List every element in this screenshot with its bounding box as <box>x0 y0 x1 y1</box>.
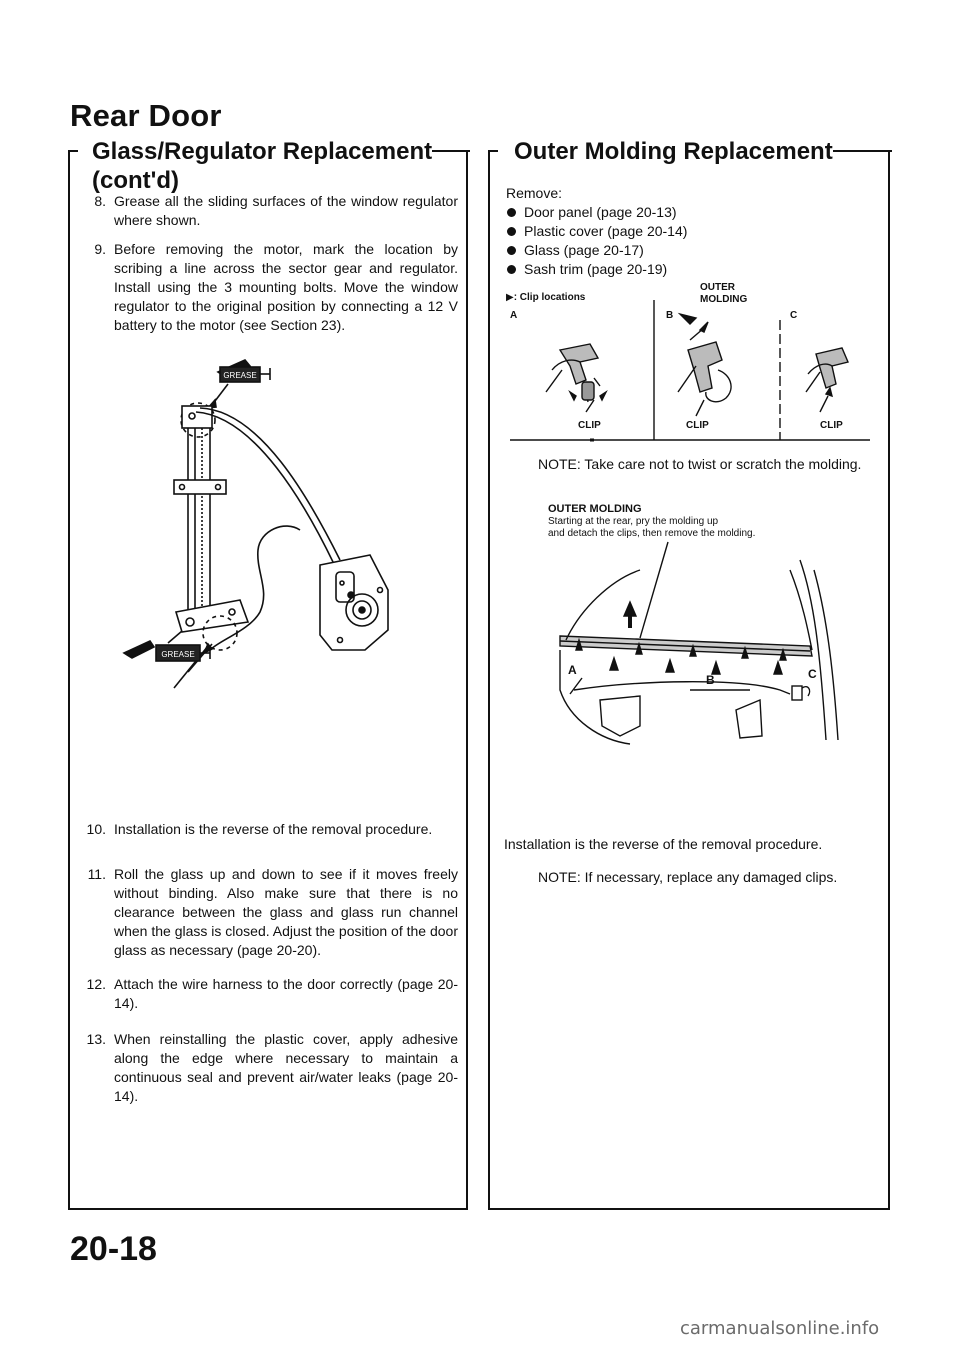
clip-label-a: CLIP <box>578 420 601 431</box>
door-letter-c: C <box>808 667 817 681</box>
step-11 <box>78 865 458 960</box>
step-number: 11. <box>87 866 106 882</box>
right-section-panel <box>488 138 890 1210</box>
note-replace-clips: NOTE: If necessary, replace any damaged clips. <box>538 869 838 885</box>
panel-top-rule <box>824 150 892 152</box>
step-10 <box>78 820 458 839</box>
step-text: Roll the glass up and down to see if it moves freely without binding. Also make sure that there is no clearance between the glass and glass run channel when the glass is closed. Adjust the position of the door glass as necessary (page 20-20). <box>114 866 458 958</box>
panel-corner-tick <box>488 150 498 152</box>
step-number: 13. <box>86 1031 106 1047</box>
callout-text-2: and detach the clips, then remove the molding. <box>548 528 756 539</box>
door-letter-a: A <box>568 663 577 677</box>
glass-regulator-title-contd: (cont'd) <box>92 167 180 194</box>
page-heading: Rear Door <box>70 98 222 133</box>
remove-label: Remove: <box>506 185 563 201</box>
section-letter-a: A <box>510 310 518 321</box>
step-12 <box>78 975 458 1013</box>
remove-item: Door panel (page 20-13) <box>506 203 687 222</box>
step-text: Grease all the sliding surfaces of the window regulator where shown. <box>114 193 458 228</box>
note-twist: NOTE: Take care not to twist or scratch the molding. <box>538 456 862 472</box>
grease-label-top: GREASE <box>223 371 257 380</box>
step-text: Installation is the reverse of the removal procedure. <box>114 821 433 837</box>
grease-label-bottom: GREASE <box>161 650 195 659</box>
step-number: 8. <box>94 193 106 209</box>
page-number: 20-18 <box>70 1230 157 1268</box>
step-8 <box>78 192 458 230</box>
callout-text-1: Starting at the rear, pry the molding up <box>548 516 719 527</box>
clip-cross-section-diagram <box>490 300 892 460</box>
rear-door-molding-diagram <box>490 540 892 750</box>
step-9 <box>78 240 458 335</box>
step-13 <box>78 1030 458 1106</box>
installation-text: Installation is the reverse of the removal procedure. <box>504 836 823 852</box>
outer-molding-label: OUTER MOLDING <box>700 282 748 305</box>
clip-label-c: CLIP <box>820 420 843 431</box>
door-letter-b: B <box>706 673 715 687</box>
panel-corner-tick <box>68 150 78 152</box>
step-number: 10. <box>86 821 106 837</box>
left-section-panel <box>68 138 468 1210</box>
step-number: 9. <box>94 241 106 257</box>
clip-locations-legend: ▶: Clip locations <box>506 292 586 303</box>
callout-title: OUTER MOLDING <box>548 503 642 515</box>
glass-regulator-title: Glass/Regulator Replacement <box>92 138 433 165</box>
section-letter-c: C <box>790 310 798 321</box>
grease-tube-bottom-icon <box>120 625 240 665</box>
step-text: Before removing the motor, mark the location by scribing a line across the sector gear and regulator. Install using the 3 mounting bolts. Move the window regulator to the original position by connecting a 12 V battery to the motor (see Section 23). <box>114 241 458 333</box>
remove-item: Glass (page 20-17) <box>506 241 687 260</box>
clip-label-b: CLIP <box>686 420 709 431</box>
remove-list <box>506 203 687 279</box>
step-number: 12. <box>86 976 106 992</box>
outer-molding-title: Outer Molding Replacement <box>514 138 833 165</box>
section-letter-b: B <box>666 310 674 321</box>
step-text: Attach the wire harness to the door correctly (page 20-14). <box>114 976 458 1011</box>
remove-item: Plastic cover (page 20-14) <box>506 222 687 241</box>
remove-item: Sash trim (page 20-19) <box>506 260 687 279</box>
step-text: When reinstalling the plastic cover, apply adhesive along the edge where necessary to maintain a continuous seal and prevent air/water leaks (page 20-14). <box>114 1031 458 1104</box>
watermark: carmanualsonline.info <box>680 1318 880 1339</box>
grease-tube-top-icon <box>208 360 270 408</box>
